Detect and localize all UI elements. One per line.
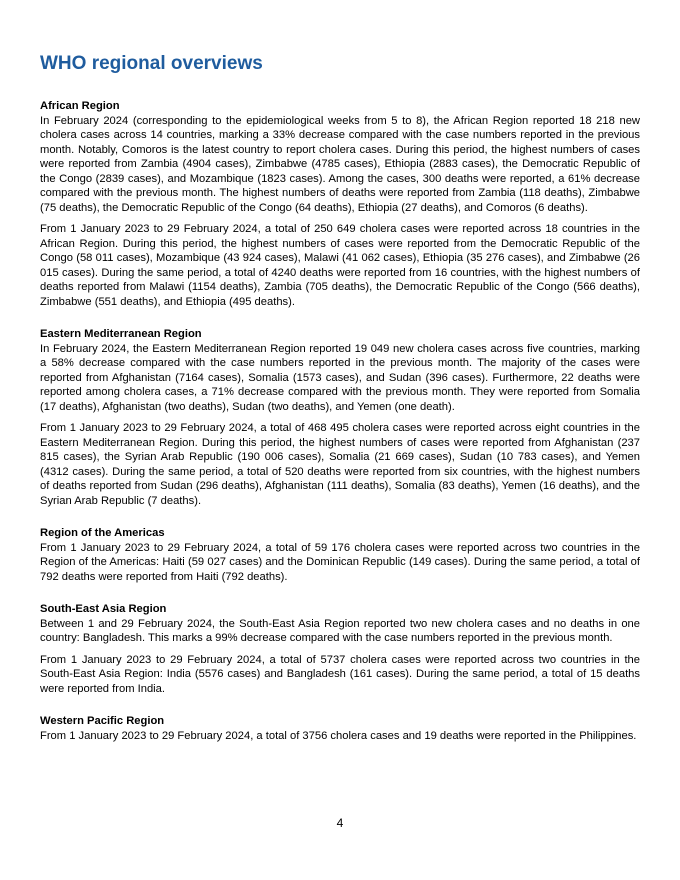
- paragraph: Between 1 and 29 February 2024, the South-East Asia Region reported two new cholera cases and no deaths in one country: Bangladesh. This marks a 99% decrease compared with the case numbers reported in the previous month.: [40, 617, 640, 644]
- paragraph: From 1 January 2023 to 29 February 2024, a total of 5737 cholera cases were reported across two countries in the South-East Asia Region: India (5576 cases) and Bangladesh (161 cases). During the same period, a total of 15 deaths were reported from India.: [40, 653, 640, 695]
- section-region-of-the-americas: [40, 526, 640, 584]
- page-title: WHO regional overviews: [40, 53, 263, 74]
- section-heading: Western Pacific Region: [40, 715, 165, 727]
- paragraph: From 1 January 2023 to 29 February 2024, a total of 59 176 cholera cases were reported across two countries in the Region of the Americas: Haiti (59 027 cases) and the Dominican Republic (149 cases). During the same period, a total of 792 deaths were reported from Haiti (792 deaths).: [40, 541, 640, 583]
- section-heading: Eastern Mediterranean Region: [40, 328, 202, 340]
- section-south-east-asia-region: [40, 602, 640, 696]
- section-heading: Region of the Americas: [40, 527, 165, 539]
- paragraph: From 1 January 2023 to 29 February 2024, a total of 3756 cholera cases and 19 deaths were reported in the Philippines.: [40, 729, 637, 742]
- page-number: 4: [336, 816, 344, 830]
- section-eastern-mediterranean-region: [40, 327, 640, 508]
- paragraph: From 1 January 2023 to 29 February 2024, a total of 468 495 cholera cases were reported across eight countries in the Eastern Mediterranean Region. During this period, the highest numbers of cases were reported from Afghanistan (237 815 cases), the Syrian Arab Republic (190 006 cases), Somalia (21 669 cases), Sudan (10 783 cases), and Yemen (4312 cases). During the same period, a total of 520 deaths were reported from six countries, with the highest numbers of deaths reported from Sudan (296 deaths), Afghanistan (111 deaths), Somalia (83 deaths), Yemen (16 deaths), and the Syrian Arab Republic (7 deaths).: [40, 422, 640, 507]
- section-heading: South-East Asia Region: [40, 603, 167, 615]
- section-western-pacific-region: [40, 714, 640, 743]
- paragraph: In February 2024 (corresponding to the epidemiological weeks from 5 to 8), the African Region reported 18 218 new cholera cases across 14 countries, marking a 33% decrease compared with the case numbers reported in the previous month. Notably, Comoros is the latest country to report cholera cases. During this period, the highest numbers of cases were reported from Zambia (4904 cases), Zimbabwe (4785 cases), Ethiopia (2883 cases), the Democratic Republic of the Congo (2839 cases), and Mozambique (1823 cases). Among the cases, 300 deaths were reported, a 61% decrease compared with the previous month. The highest numbers of deaths were reported from Zambia (118 deaths), Zimbabwe (75 deaths), the Democratic Republic of the Congo (64 deaths), Ethiopia (27 deaths), and Comoros (6 deaths).: [40, 114, 640, 214]
- content: [40, 99, 640, 743]
- paragraph: From 1 January 2023 to 29 February 2024, a total of 250 649 cholera cases were reported across 18 countries in the African Region. During this period, the highest numbers of cases were reported from the Democratic Republic of the Congo (58 011 cases), Mozambique (43 924 cases), Malawi (41 062 cases), Ethiopia (35 276 cases), and Zimbabwe (26 015 cases). During the same period, a total of 4240 deaths were reported from 16 countries, with the highest numbers of deaths reported from Malawi (1154 deaths), Zambia (705 deaths), the Democratic Republic of the Congo (566 deaths), Zimbabwe (551 deaths), and Ethiopia (495 deaths).: [40, 223, 640, 308]
- section-heading: African Region: [40, 100, 120, 112]
- paragraph: In February 2024, the Eastern Mediterranean Region reported 19 049 new cholera cases across five countries, marking a 58% decrease compared with the case numbers reported in the previous month. The majority of the cases were reported from Afghanistan (7164 cases), Somalia (1573 cases), and Sudan (396 cases). Furthermore, 22 deaths were reported among cholera cases, a 71% decrease compared with the previous month. They were reported from Somalia (17 deaths), Afghanistan (two deaths), Sudan (two deaths), and Yemen (one death).: [40, 342, 640, 413]
- section-african-region: [40, 99, 640, 309]
